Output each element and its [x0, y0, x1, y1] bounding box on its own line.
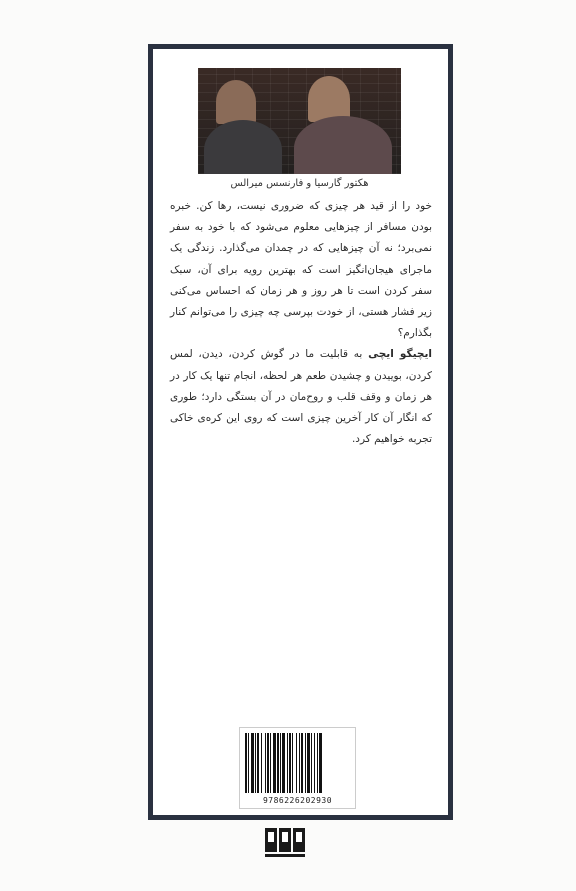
isbn-barcode	[239, 727, 356, 809]
publisher-logo-icon	[263, 824, 309, 860]
barcode-bars	[244, 733, 352, 793]
back-cover-blurb	[170, 196, 432, 450]
blurb-paragraph-2-text: به قابلیت ما در گوش کردن، دیدن، لمس کردن، بوییدن و چشیدن طعم هر لحظه، انجام تنها یک کار در هر زمان و وقف قلب و روح‌مان در آن بستگی دارد؛ طوری که انگار آن کار آخرین چیزی است که روی این کره‌ی خاکی تجربه خواهیم کرد.	[170, 348, 432, 446]
author-photo	[198, 68, 401, 174]
isbn-number: 9786226202930	[262, 796, 333, 805]
ikigai-brand-name: ایچیگو ایچی	[368, 348, 433, 361]
photo-caption: هکتور گارسیا و فارنسس میرالس	[230, 178, 369, 189]
blurb-paragraph-2	[170, 344, 432, 450]
blurb-paragraph-1: خود را از قید هر چیزی که ضروری نیست، رها کن. خبره بودن مسافر از چیزهایی معلوم می‌شود که با خود به سفر نمی‌برد؛ نه آن چیزهایی که در چمدان می‌گذارد. زندگی یک ماجرای هیجان‌انگیز است که بهترین رویه برای آن، سبک سفر کردن است تا هر روز و هر زمان که احساس می‌کنی زیر فشار هستی، از خودت بپرسی چه چیزی را می‌توانم کنار بگذارم؟	[170, 200, 432, 340]
